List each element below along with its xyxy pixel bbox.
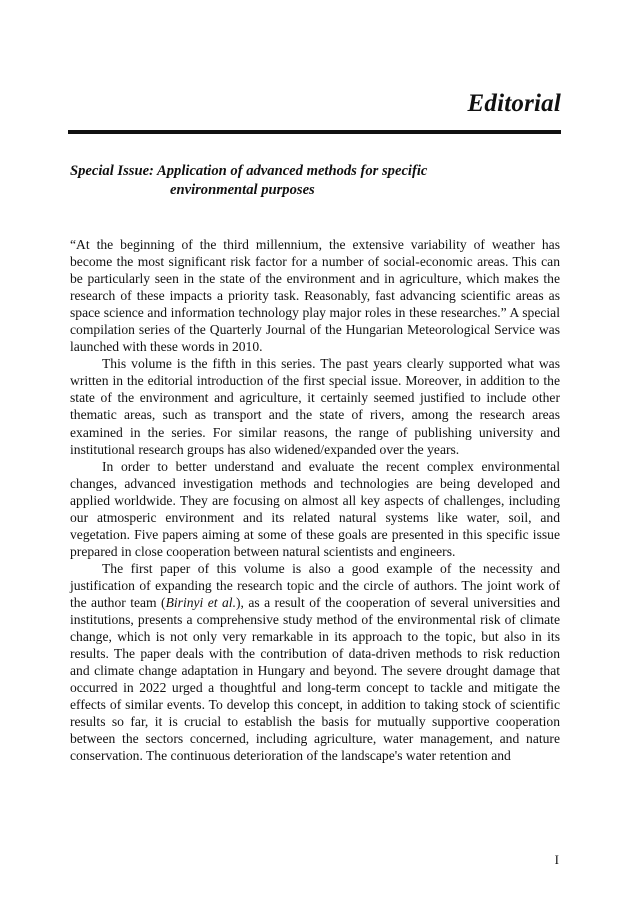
paragraph-3: In order to better understand and evaluate the recent complex environmental changes, advanced investigation methods and technologies are being developed and applied worldwide. They are focusing on almost all key aspects of challenges, including our atmosperic environment and its related natural systems like water, soil, and vegetation. Five papers aiming at some of these goals are presented in this specific issue prepared in close cooperation between natural scientists and engineers. [70,458,560,559]
title-rule [68,130,561,134]
special-issue-subtitle [70,162,550,200]
editorial-body [70,236,560,764]
author-citation: Birinyi et al. [165,594,236,610]
paragraph-4-text-before: The first paper of this volume is also a good example of the necessity and justification of expanding the research topic and the circle of authors. The joint work of the author team ( [70,560,560,610]
page-title: Editorial [467,90,561,117]
subtitle-line-1: Special Issue: Application of advanced methods for specific [70,163,428,179]
page-number: I [554,852,559,867]
paragraph-2: This volume is the fifth in this series. The past years clearly supported what was written in the editorial introduction of the first special issue. Moreover, in addition to the state of the environment and agriculture, it certainly seemed justified to include other thematic areas, such as transport and the state of rivers, among the research areas examined in the series. For similar reasons, the range of publishing university and institutional research groups has also widened/expanded over the years. [70,356,560,457]
paragraph-1: “At the beginning of the third millennium, the extensive variability of weather has become the most significant risk factor for a number of social-economic areas. This can be particularly seen in the state of the environment and in agriculture, which makes the research of these impacts a priority task. Reasonably, fast advancing scientific areas as space science and information technology play major roles in these researches.” A special compilation series of the Quarterly Journal of the Hungarian Meteorological Service was launched with these words in 2010. [70,237,560,355]
subtitle-line-2: environmental purposes [170,182,315,198]
paragraph-4 [70,560,560,765]
paragraph-4-text-after: ), as a result of the cooperation of several universities and institutions, presents a comprehensive study method of the environmental risk of climate change, which is not only very remarkable in its approach to the topic, but also in its results. The paper deals with the contribution of data-driven methods to risk reduction and climate change adaptation in Hungary and beyond. The severe drought damage that occurred in 2022 urged a thoughtful and long-term concept to tackle and mitigate the effects of similar events. To develop this concept, in addition to taking stock of scientific results so far, it is crucial to establish the basis for mutually supportive cooperation between the sectors concerned, including agriculture, water management, and nature conservation. The continuous deterioration of the landscape's water retention and [70,594,560,764]
